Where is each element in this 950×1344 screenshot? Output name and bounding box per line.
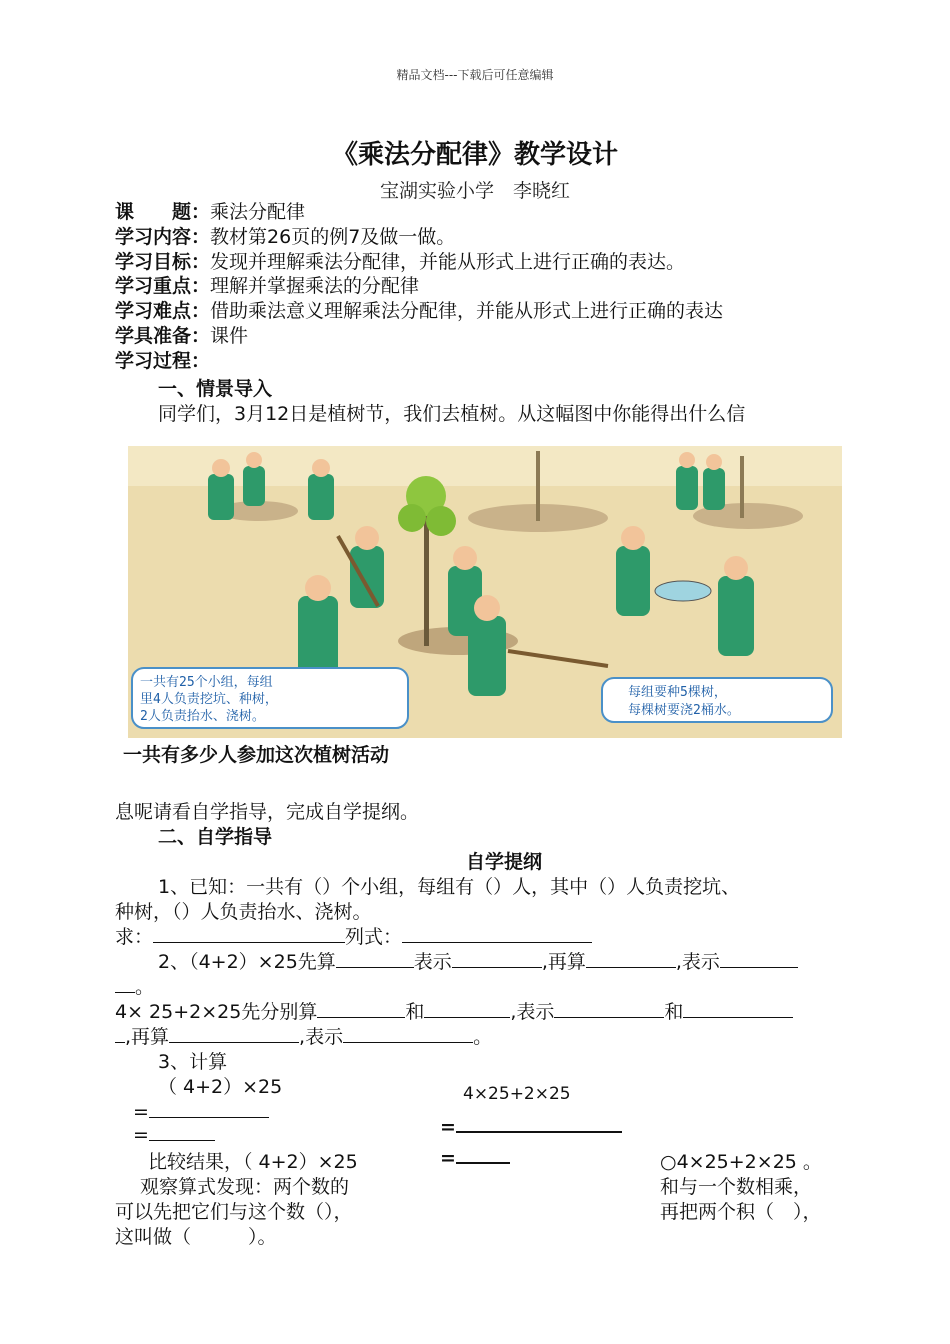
info-materials: 学具准备：课件 — [115, 325, 249, 347]
info-difficulty: 学习难点：借助乘法意义理解乘法分配律，并能从形式上进行正确的表达 — [115, 300, 724, 322]
blank[interactable] — [452, 949, 542, 968]
page-header: 精品文档---下载后可任意编辑 — [396, 68, 554, 82]
tree-planting-illustration — [128, 446, 842, 738]
outline-title: 自学提纲 — [466, 851, 543, 873]
answer-blank[interactable] — [456, 1113, 622, 1133]
q2-line-4: ,再算 ,表示 。 — [115, 1022, 492, 1049]
blank[interactable] — [115, 974, 135, 993]
blank[interactable] — [169, 1024, 299, 1043]
q2-line-2: 。 — [115, 972, 154, 999]
blank[interactable] — [336, 949, 414, 968]
blank[interactable] — [554, 999, 664, 1018]
bubble-left-line-1: 一共有25个小组，每组 — [140, 675, 273, 690]
observe-line-5: 这叫做（ ）。 — [115, 1226, 277, 1248]
formula-blank[interactable] — [402, 924, 592, 943]
observe-line-1: 观察算式发现：两个数的 — [140, 1176, 350, 1198]
calc-left-expr: （ 4+2）×25 — [158, 1076, 283, 1098]
author-line: 宝湖实验小学 李晓红 — [379, 180, 570, 202]
compare-answer: = — [440, 1144, 510, 1169]
calc-right-step-1: = — [440, 1113, 622, 1138]
bubble-right-line-2: 每棵树要浇2桶水。 — [628, 703, 740, 718]
q2-line-3: 4× 25+2×25先分别算 和 ,表示 和 — [115, 997, 793, 1024]
answer-blank[interactable] — [456, 1144, 510, 1164]
observe-line-3: 可以先把它们与这个数（）， — [115, 1201, 353, 1223]
q2-line-1: 2、（4+2）×25先算 表示 ,再算 ,表示 — [158, 947, 798, 974]
blank[interactable] — [720, 949, 798, 968]
blank[interactable] — [586, 949, 676, 968]
answer-blank[interactable] — [149, 1099, 269, 1118]
blank[interactable] — [424, 999, 510, 1018]
section-1-heading: 一、情景导入 — [158, 378, 273, 400]
q1-line-1: 1、已知：一共有（）个小组，每组有（）人，其中（）人负责挖坑、 — [158, 876, 741, 898]
info-content: 学习内容：教材第26页的例7及做一做。 — [115, 226, 456, 248]
calc-left-step-1: = — [133, 1099, 269, 1123]
compare-line: 比较结果，（ 4+2）×25 — [148, 1151, 358, 1173]
observe-line-4: 再把两个积（ ）， — [660, 1201, 822, 1223]
calc-left-step-2: = — [133, 1122, 215, 1146]
ask-blank[interactable] — [153, 924, 345, 943]
calc-right-expr: 4×25+2×25 — [463, 1084, 571, 1104]
intro-text: 同学们，3月12日是植树节，我们去植树。从这幅图中你能得出什么信 — [158, 403, 746, 425]
bubble-left-line-2: 里4人负责挖坑、种树， — [140, 692, 278, 707]
answer-blank[interactable] — [149, 1122, 215, 1141]
q3-heading: 3、计算 — [158, 1051, 228, 1073]
compare-right: ○4×25+2×25 。 — [660, 1151, 822, 1173]
intro-continued: 息呢请看自学指导，完成自学提纲。 — [115, 801, 420, 823]
blank[interactable] — [343, 1024, 473, 1043]
section-2-heading: 二、自学指导 — [158, 826, 273, 848]
question-heading: 一共有多少人参加这次植树活动 — [123, 744, 390, 766]
info-goal: 学习目标：发现并理解乘法分配律，并能从形式上进行正确的表达。 — [115, 251, 686, 273]
q1-line-3: 求： 列式： — [115, 922, 592, 949]
info-key-point: 学习重点：理解并掌握乘法的分配律 — [115, 275, 420, 297]
blank[interactable] — [317, 999, 405, 1018]
info-topic: 课 题：乘法分配律 — [115, 201, 306, 223]
tree-stake — [536, 451, 540, 521]
doc-title: 《乘法分配律》教学设计 — [331, 140, 618, 170]
blank[interactable] — [115, 1024, 125, 1043]
bubble-right-line-1: 每组要种5棵树， — [628, 685, 727, 700]
info-process: 学习过程： — [115, 350, 211, 372]
bubble-left-line-3: 2人负责抬水、浇树。 — [140, 709, 265, 724]
q1-line-2: 种树，（）人负责抬水、浇树。 — [115, 901, 372, 923]
water-bucket — [655, 581, 711, 601]
blank[interactable] — [683, 999, 793, 1018]
observe-line-2: 和与一个数相乘， — [660, 1176, 813, 1198]
tree-stake — [740, 456, 744, 518]
